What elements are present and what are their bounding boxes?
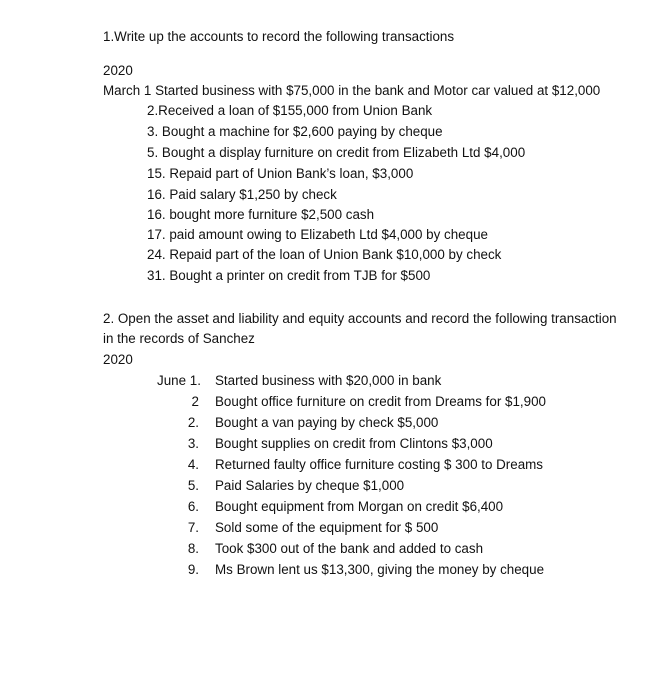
q2-item-text: Paid Salaries by cheque $1,000 xyxy=(215,478,405,493)
q2-item-number: 8. xyxy=(187,541,199,556)
q2-item-text: Bought a van paying by check $5,000 xyxy=(215,415,439,430)
q2-item-text: Ms Brown lent us $13,300, giving the money by cheque xyxy=(215,562,545,577)
q2-item-number: 5. xyxy=(187,478,199,493)
q2-item-text: Started business with $20,000 in bank xyxy=(215,373,442,388)
q2-year: 2020 xyxy=(103,352,133,367)
q2-item-number: 9. xyxy=(187,562,199,577)
q2-item-number: 7. xyxy=(187,520,199,535)
q1-item: 5. Bought a display furniture on credit from Elizabeth Ltd $4,000 xyxy=(147,145,526,160)
q2-item-text: Sold some of the equipment for $ 500 xyxy=(215,520,439,535)
q1-title: 1.Write up the accounts to record the following transactions xyxy=(103,29,455,44)
q1-item: 31. Bought a printer on credit from TJB for $500 xyxy=(147,268,431,283)
q2-title-line1: 2. Open the asset and liability and equity accounts and record the following transaction xyxy=(103,311,617,326)
q1-item: 16. Paid salary $1,250 by check xyxy=(147,187,337,202)
q2-item-text: Bought supplies on credit from Clintons $3,000 xyxy=(215,436,493,451)
q2-item-text: Returned faulty office furniture costing $ 300 to Dreams xyxy=(215,457,543,472)
q2-item-number: 4. xyxy=(187,457,199,472)
q1-year: 2020 xyxy=(103,63,133,78)
q2-item-number: June 1. xyxy=(157,373,201,388)
q2-item-number: 3. xyxy=(187,436,199,451)
q1-item: 17. paid amount owing to Elizabeth Ltd $4,000 by cheque xyxy=(147,227,488,242)
q1-item: 3. Bought a machine for $2,600 paying by cheque xyxy=(147,124,443,139)
q2-item-text: Took $300 out of the bank and added to cash xyxy=(215,541,484,556)
q2-item-number: 2 xyxy=(191,394,199,409)
q1-first-line: March 1 Started business with $75,000 in the bank and Motor car valued at $12,000 xyxy=(103,83,601,98)
q2-title-line2: in the records of Sanchez xyxy=(103,331,255,346)
q2-item-text: Bought office furniture on credit from Dreams for $1,900 xyxy=(215,394,546,409)
q2-item-text: Bought equipment from Morgan on credit $6,400 xyxy=(215,499,504,514)
q1-item: 15. Repaid part of Union Bank’s loan, $3,000 xyxy=(147,166,414,181)
q2-item-number: 6. xyxy=(187,499,199,514)
q1-item: 24. Repaid part of the loan of Union Bank $10,000 by check xyxy=(147,247,502,262)
q1-item: 2.Received a loan of $155,000 from Union Bank xyxy=(147,103,433,118)
q2-item-number: 2. xyxy=(187,415,199,430)
q1-item: 16. bought more furniture $2,500 cash xyxy=(147,207,375,222)
